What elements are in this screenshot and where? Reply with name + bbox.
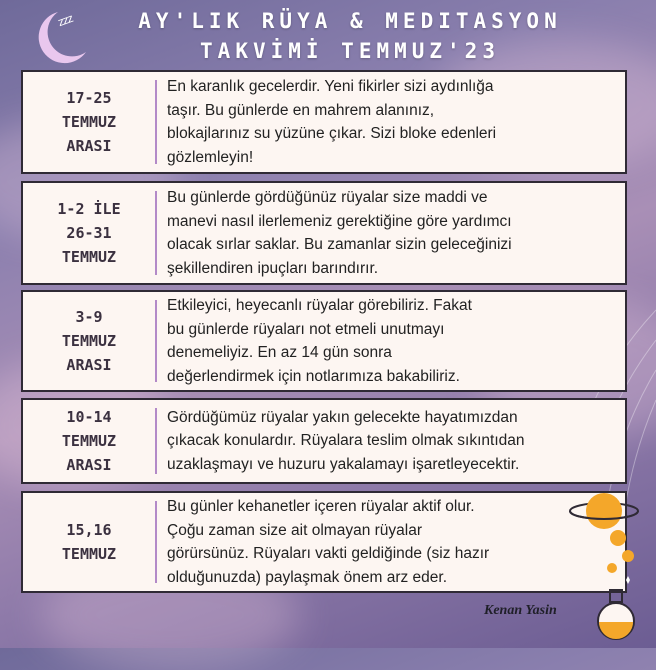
date-line: ARASI xyxy=(66,137,112,155)
desc-line: gözlemleyin! xyxy=(167,148,254,166)
desc-line: çıkacak konulardır. Rüyalara teslim olmak sıkıntıdan xyxy=(167,432,525,450)
potion-flask-icon xyxy=(594,588,638,642)
desc-line: denemeliyiz. En az 14 gün sonra xyxy=(167,344,392,361)
desc-line: Bu günlerde gördüğünüz rüyalar size maddi ve xyxy=(167,189,488,206)
desc-line: Gördüğümüz rüyalar yakın gelecekte hayatımızdan xyxy=(167,408,518,426)
desc-line: olacak sırlar saklar. Bu zamanlar sizin geleceğinizi xyxy=(167,236,512,253)
calendar-card xyxy=(21,181,627,285)
date-line: 3-9 xyxy=(75,308,103,326)
card-description xyxy=(157,406,535,477)
date-line: TEMMUZ xyxy=(61,332,117,350)
title-line-2: TAKVİMİ TEMMUZ'23 xyxy=(200,39,500,63)
bubbles-icon xyxy=(596,528,640,592)
date-line: TEMMUZ xyxy=(61,432,117,450)
date-line: ARASI xyxy=(66,356,112,374)
title-line-1: AY'LIK RÜYA & MEDITASYON xyxy=(138,9,562,33)
date-line: 1-2 İLE xyxy=(57,200,121,218)
desc-line: olduğunuzda) paylaşmak önem arz eder. xyxy=(167,568,448,586)
crescent-moon-icon xyxy=(28,8,92,66)
date-line: 10-14 xyxy=(66,408,112,426)
desc-line: Bu günler kehanetler içeren rüyalar aktif olur. xyxy=(167,498,475,515)
desc-line: En karanlık gecelerdir. Yeni fikirler sizi aydınlığa xyxy=(167,78,494,95)
date-line: TEMMUZ xyxy=(61,113,117,131)
date-range xyxy=(23,305,155,377)
date-line: 17-25 xyxy=(66,89,112,107)
card-description xyxy=(157,186,522,280)
date-range xyxy=(23,518,155,566)
calendar-card xyxy=(21,491,627,593)
calendar-card xyxy=(21,398,627,484)
desc-line: şekillendiren ipuçları barındırır. xyxy=(167,259,379,277)
sleep-zzz-text: zzz xyxy=(56,11,75,30)
desc-line: Etkileyici, heyecanlı rüyalar görebiliriz. Fakat xyxy=(167,297,472,314)
signature: Kenan Yasin xyxy=(484,603,557,618)
desc-line: taşır. Bu günlerde en mahrem alanınız, xyxy=(167,101,435,119)
calendar-card xyxy=(21,70,627,174)
desc-line: uzaklaşmayı ve huzuru yakalamayı işaretleyecektir. xyxy=(167,455,520,473)
desc-line: Çoğu zaman size ait olmayan rüyalar xyxy=(167,521,423,539)
desc-line: bu günlerde rüyaları not etmeli unutmayı xyxy=(167,320,445,338)
card-description xyxy=(157,495,499,589)
date-line: TEMMUZ xyxy=(61,545,117,563)
card-description xyxy=(157,75,506,169)
date-range xyxy=(23,405,155,477)
date-line: 15,16 xyxy=(66,521,112,539)
desc-line: blokajlarınız su yüzüne çıkar. Sizi bloke edenleri xyxy=(167,125,497,142)
date-range xyxy=(23,86,155,158)
card-description xyxy=(157,294,482,388)
date-range xyxy=(23,197,155,269)
desc-line: manevi nasıl ilerlemeniz gerektiğine göre yardımcı xyxy=(167,212,512,230)
desc-line: görürsünüz. Rüyaları vakti geldiğinde (siz hazır xyxy=(167,545,490,562)
desc-line: değerlendirmek için notlarımıza bakabiliriz. xyxy=(167,367,460,385)
calendar-card xyxy=(21,290,627,392)
date-line: TEMMUZ xyxy=(61,248,117,266)
date-line: ARASI xyxy=(66,456,112,474)
date-line: 26-31 xyxy=(66,224,112,242)
page-title xyxy=(90,6,610,66)
